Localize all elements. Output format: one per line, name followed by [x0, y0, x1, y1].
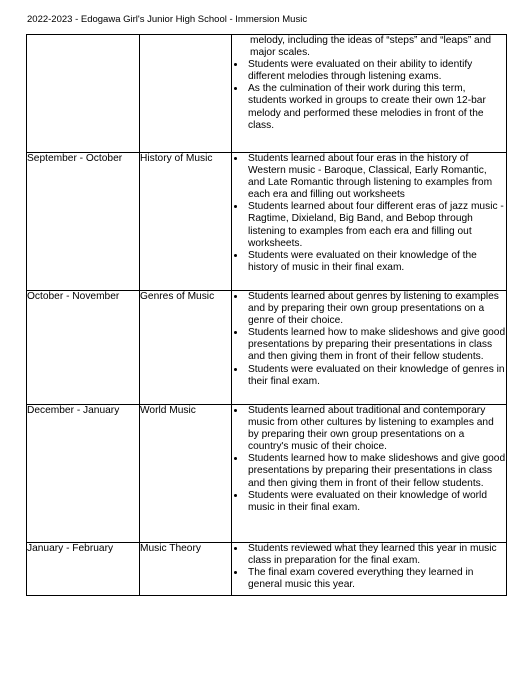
bullet-list — [232, 153, 506, 274]
bullet-list — [232, 405, 506, 514]
bullet-list — [232, 291, 506, 388]
description-cell — [232, 543, 507, 596]
bullet-item: • Students learned about genres by listening to examples and by preparing their own group presentations on a genre of their choice. — [246, 291, 506, 327]
period-cell: October - November — [27, 291, 140, 405]
description-cell — [232, 291, 507, 405]
table-row — [27, 543, 507, 596]
bullet-item: • The final exam covered everything they learned in general music this year. — [246, 567, 506, 591]
bullet-item: • Students were evaluated on their knowledge of genres in their final exam. — [246, 364, 506, 388]
curriculum-table — [26, 34, 507, 596]
bullet-item: • As the culmination of their work during this term, students worked in groups to create their own 12-bar melody and performed these melodies in front of the class. — [246, 83, 506, 131]
table-row — [27, 405, 507, 543]
topic-cell: World Music — [140, 405, 232, 543]
table-row — [27, 153, 507, 291]
description-cell — [232, 405, 507, 543]
period-cell: September - October — [27, 153, 140, 291]
bullet-item: • Students were evaluated on their knowledge of world music in their final exam. — [246, 490, 506, 514]
bullet-item: • Students learned how to make slideshows and give good presentations by preparing their presentations in class and then giving them in front of their fellow students. — [246, 453, 506, 489]
topic-cell: Music Theory — [140, 543, 232, 596]
bullet-item: • Students reviewed what they learned this year in music class in preparation for the final exam. — [246, 543, 506, 567]
bullet-list — [232, 543, 506, 591]
period-cell: December - January — [27, 405, 140, 543]
topic-cell: Genres of Music — [140, 291, 232, 405]
bullet-item: • Students learned about four different eras of jazz music - Ragtime, Dixieland, Big Band, and Bebop through listening to examples from each era and filling out worksheets. — [246, 201, 506, 249]
bullet-list — [232, 35, 506, 59]
bullet-item: • Students learned about four eras in the history of Western music - Baroque, Classical, Early Romantic, and Late Romantic through listening to examples from each era and filling out worksheets — [246, 153, 506, 201]
bullet-item: • Students learned how to make slideshows and give good presentations by preparing their presentations in class and then giving them in front of their fellow students. — [246, 327, 506, 363]
bullet-continuation: melody, including the ideas of “steps” and “leaps” and major scales. — [250, 35, 492, 59]
topic-cell: History of Music — [140, 153, 232, 291]
bullet-item: • Students were evaluated on their knowledge of the history of music in their final exam. — [246, 250, 506, 274]
table-row — [27, 291, 507, 405]
period-cell: January - February — [27, 543, 140, 596]
topic-cell — [140, 35, 232, 153]
bullet-item: • Students were evaluated on their ability to identify different melodies through listening exams. — [246, 59, 506, 83]
period-cell — [27, 35, 140, 153]
description-cell — [232, 153, 507, 291]
table-row — [27, 35, 507, 153]
description-cell — [232, 35, 507, 153]
bullet-item: • Students learned about traditional and contemporary music from other cultures by listening to examples and by preparing their own group presentations on a country's music of their choice. — [246, 405, 506, 453]
bullet-list — [232, 59, 506, 132]
document-header: 2022-2023 - Edogawa Girl's Junior High School - Immersion Music — [27, 14, 308, 25]
